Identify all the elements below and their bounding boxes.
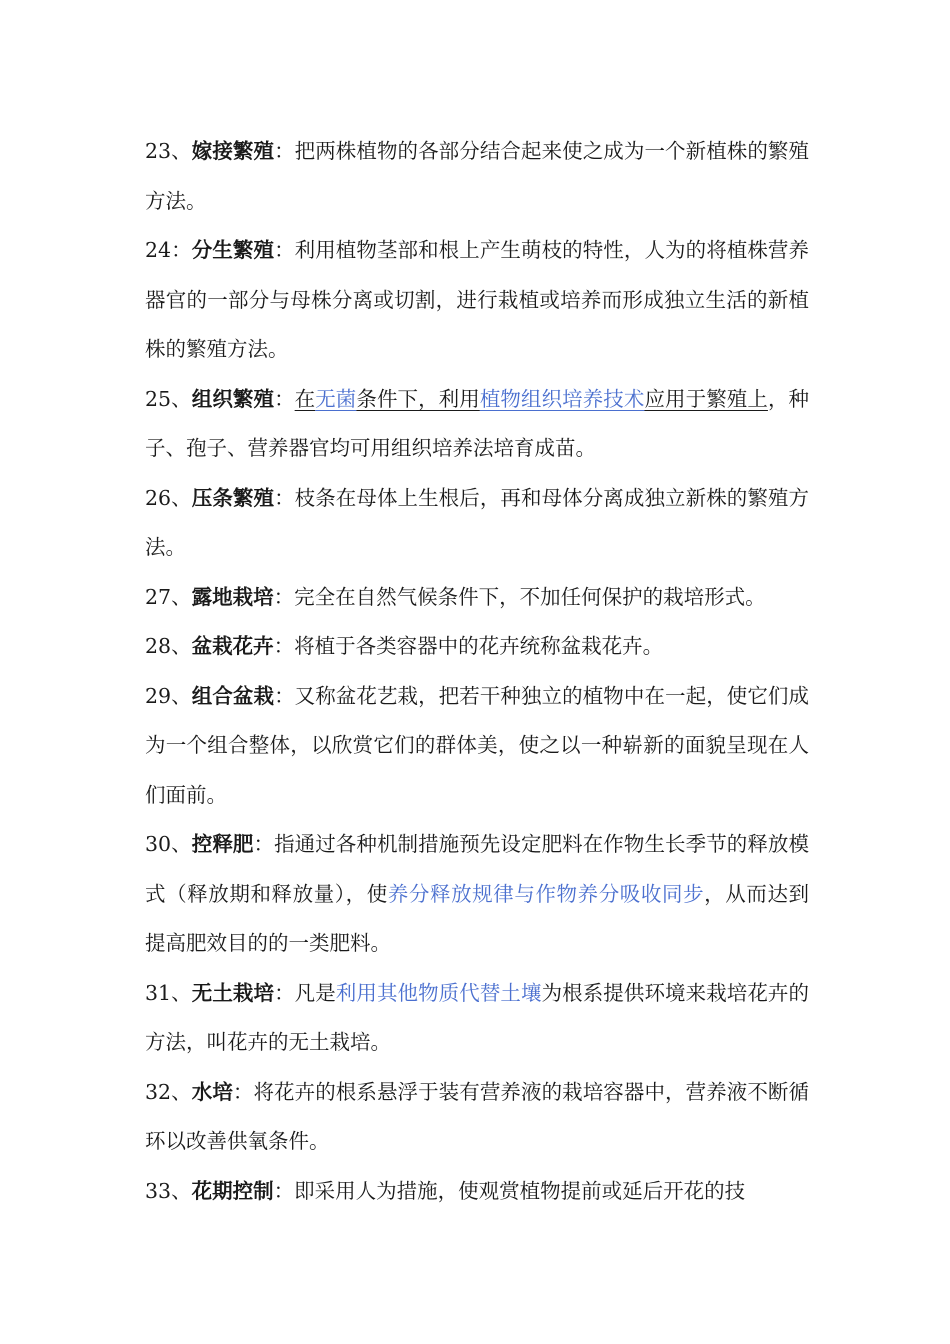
entry-term: 无土栽培 (191, 980, 275, 1005)
definition-text: ，种子、孢子、营养器官均可用组织培养法培育成苗。 (145, 386, 810, 460)
entry-number: 26、 (145, 485, 192, 510)
entry-number: 31、 (145, 980, 192, 1005)
definition-entry (145, 573, 809, 623)
linked-term[interactable]: 养分释放规律与作物养分吸收同步 (387, 881, 705, 906)
entry-colon: ： (232, 1079, 254, 1104)
definition-text: 即采用人为措施，使观赏植物提前或延后开花的技 (294, 1178, 746, 1203)
definition-entry (145, 127, 809, 226)
entry-term: 露地栽培 (191, 584, 274, 609)
entry-colon: ： (273, 634, 295, 658)
definition-text: 又称盆花艺栽，把若干种独立的植物中在一起，使它们成为一个组合整体，以欣赏它们的群体美，使之以一种崭新的面貌呈现在人们面前。 (145, 683, 810, 807)
definition-text: 在 (294, 386, 316, 411)
definition-entry (145, 1068, 809, 1167)
entry-term: 分生繁殖 (191, 238, 275, 262)
entry-term: 压条繁殖 (191, 485, 275, 510)
definition-text: 凡是 (294, 980, 336, 1005)
entry-number: 24： (145, 238, 192, 262)
entry-colon: ： (274, 386, 295, 411)
definition-entry (145, 820, 809, 969)
entry-number: 27、 (145, 584, 192, 609)
entry-number: 23、 (145, 139, 192, 163)
definition-text: 将花卉的根系悬浮于装有营养液的栽培容器中，营养液不断循环以改善供氧条件。 (145, 1079, 810, 1153)
entry-term: 控释肥 (191, 832, 254, 856)
linked-term[interactable]: 植物组织培养技术 (479, 386, 645, 411)
entry-colon: ： (273, 1178, 295, 1203)
entry-number: 32、 (145, 1079, 192, 1104)
definition-entry (145, 375, 809, 474)
definition-list (145, 127, 809, 1216)
definition-entry (145, 226, 809, 375)
entry-number: 33、 (145, 1178, 192, 1203)
entry-colon: ： (273, 584, 295, 609)
definition-text: 为根系提供环境来栽培花卉的方法，叫花卉的无土栽培。 (145, 980, 810, 1054)
entry-term: 组合盆栽 (191, 683, 275, 708)
entry-term: 花期控制 (191, 1178, 274, 1203)
definition-entry (145, 622, 809, 672)
definition-text: 完全在自然气候条件下，不加任何保护的栽培形式。 (294, 584, 766, 609)
definition-text: 利用植物茎部和根上产生萌枝的特性，人为的将植株营养器官的一部分与母株分离或切割，进行栽植或培养而形成独立生活的新植株的繁殖方法。 (145, 238, 810, 361)
definition-entry (145, 969, 809, 1068)
definition-text: 枝条在母体上生根后，再和母体分离成独立新株的繁殖方法。 (145, 485, 810, 559)
entry-term: 水培 (191, 1079, 233, 1104)
entry-number: 25、 (145, 386, 192, 411)
entry-colon: ： (274, 485, 295, 510)
entry-term: 盆栽花卉 (191, 634, 274, 658)
definition-entry (145, 672, 809, 821)
entry-colon: ： (274, 139, 295, 163)
linked-term[interactable]: 无菌 (315, 386, 357, 411)
entry-number: 29、 (145, 683, 192, 708)
entry-term: 组织繁殖 (191, 386, 275, 411)
definition-text: 条件下，利用 (356, 386, 480, 411)
entry-colon: ： (274, 980, 295, 1005)
linked-term[interactable]: 利用其他物质代替土壤 (335, 980, 542, 1005)
entry-colon: ： (274, 238, 295, 262)
definition-text: ，从而达到提高肥效目的的一类肥料。 (145, 881, 810, 955)
entry-number: 30、 (145, 832, 192, 856)
definition-text: 把两株植物的各部分结合起来使之成为一个新植株的繁殖方法。 (145, 139, 810, 213)
definition-text: 指通过各种机制措施预先设定肥料在作物生长季节的释放模式（释放期和释放量），使 (145, 832, 810, 906)
definition-text: 应用于繁殖上 (644, 386, 768, 411)
definition-entry (145, 474, 809, 573)
entry-term: 嫁接繁殖 (191, 139, 275, 163)
entry-number: 28、 (145, 634, 192, 658)
definition-entry (145, 1167, 809, 1217)
definition-text: 将植于各类容器中的花卉统称盆栽花卉。 (294, 634, 664, 658)
entry-colon: ： (253, 832, 275, 856)
document-page (145, 127, 809, 1216)
entry-colon: ： (274, 683, 295, 708)
